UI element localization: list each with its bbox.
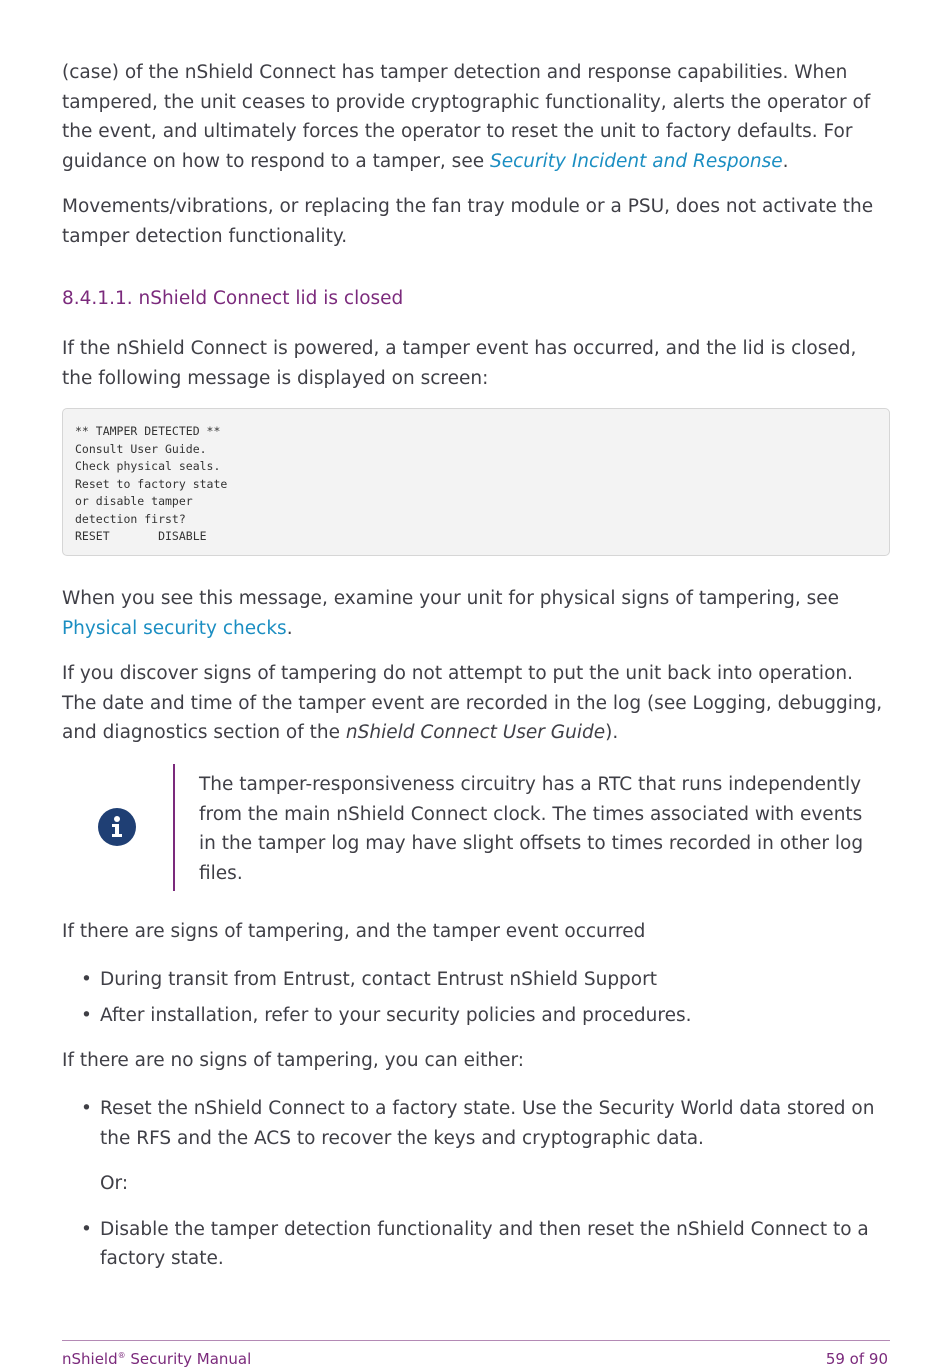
no-signs-intro: If there are no signs of tampering, you can either: <box>62 1050 524 1071</box>
or-text: Or: <box>100 1173 129 1194</box>
note-divider <box>173 764 175 891</box>
section-heading: 8.4.1.1. nShield Connect lid is closed <box>62 288 404 309</box>
bullet: • <box>81 1098 92 1119</box>
footer-brand: nShield <box>62 1350 118 1368</box>
intro-paragraph <box>62 58 890 176</box>
movements-paragraph: Movements/vibrations, or replacing the fan tray module or a PSU, does not activate the tamper detection functionality. <box>62 196 874 247</box>
list-item <box>62 1094 890 1153</box>
bullet: • <box>81 969 92 990</box>
intro-text-end: . <box>782 150 789 172</box>
list-item <box>62 965 890 995</box>
see-message-text-end: . <box>286 617 293 639</box>
security-incident-link[interactable]: Security Incident and Response <box>489 150 783 172</box>
note-text: The tamper-responsiveness circuitry has a RTC that runs independently from the main nShield Connect clock. The times associated with events in the tamper log may have slight offsets to times recorded in other log files. <box>199 774 864 884</box>
bullet: • <box>81 1004 92 1026</box>
info-icon <box>98 808 136 846</box>
list-item <box>62 1001 890 1031</box>
code-text: ** TAMPER DETECTED ** Consult User Guide. Check physical seals. Reset to factory state or disable tamper detection first? RESET DISABLE <box>75 424 228 543</box>
see-message-text: When you see this message, examine your unit for physical signs of tampering, see <box>62 588 840 609</box>
footer-divider <box>62 1340 890 1341</box>
physical-security-checks-link[interactable]: Physical security checks <box>62 617 287 639</box>
registered-mark: ® <box>117 1351 126 1360</box>
discover-text: If you discover signs of tampering do not attempt to put the unit back into operation. The date and time of the tamper event are recorded in the log (see Logging, debugging, and diagnostics section of the <box>62 663 883 743</box>
signs-list <box>62 965 890 1030</box>
discover-text-end: ). <box>605 722 619 743</box>
signs-intro: If there are signs of tampering, and the tamper event occurred <box>62 921 646 942</box>
list-item <box>62 1215 890 1274</box>
footer-title <box>62 1350 251 1368</box>
powered-paragraph: If the nShield Connect is powered, a tamper event has occurred, and the lid is closed, the following message is displayed on screen: <box>62 338 857 389</box>
list-item-text: After installation, refer to your security policies and procedures. <box>100 1004 692 1026</box>
bullet: • <box>81 1218 92 1240</box>
see-message-paragraph <box>62 584 890 643</box>
list-item-text: During transit from Entrust, contact Entrust nShield Support <box>100 969 657 990</box>
list-item-text: Reset the nShield Connect to a factory state. Use the Security World data stored on the RFS and the ACS to recover the keys and cryptographic data. <box>100 1098 875 1149</box>
page-number: 59 of 90 <box>825 1350 888 1368</box>
no-signs-list <box>62 1094 890 1274</box>
info-note <box>62 764 890 891</box>
user-guide-title: nShield Connect User Guide <box>345 722 606 743</box>
tamper-message-code-block <box>62 408 890 556</box>
footer-title-text: Security Manual <box>125 1350 252 1368</box>
discover-paragraph <box>62 659 890 748</box>
intro-text: (case) of the nShield Connect has tamper detection and response capabilities. When tampered, the unit ceases to provide cryptographic functionality, alerts the operator of the event, and ultimately forces the operator to reset the unit to factory defaults. For guidance on how to respond to a tamper, see <box>62 62 871 172</box>
list-item-text: Disable the tamper detection functionality and then reset the nShield Connect to a factory state. <box>100 1218 869 1269</box>
